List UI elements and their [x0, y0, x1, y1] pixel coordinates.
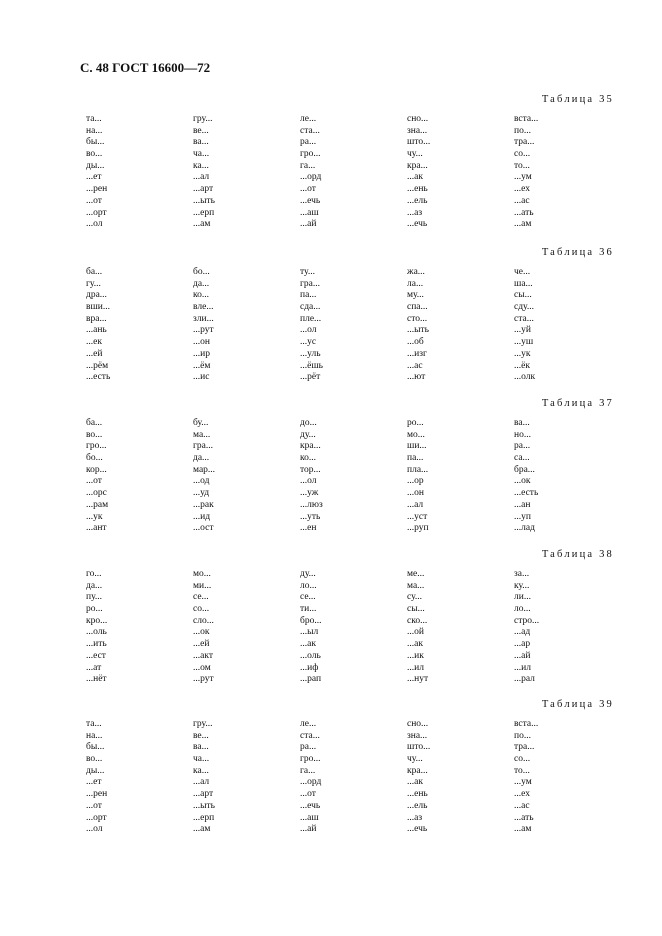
table-cell: ...рут [193, 674, 214, 685]
table-cell: ста... [300, 730, 320, 741]
table-cell: ча... [193, 754, 210, 765]
table-cell: сно... [407, 719, 429, 729]
table-cell: да... [86, 580, 103, 591]
table-cell: ...ех [514, 789, 530, 800]
table-cell: ...уй [514, 325, 531, 336]
table-cell: та... [86, 719, 102, 729]
table-cell: ти... [300, 604, 317, 615]
table-cell: ...ечь [300, 800, 321, 811]
table-cell: са... [514, 453, 530, 464]
table-cell: на... [86, 125, 103, 136]
table-cell: ...уть [300, 511, 321, 522]
table-cell: ...ать [514, 207, 534, 218]
table-cell: вле... [193, 302, 214, 313]
table-cell: ...ыть [193, 800, 215, 811]
table-cell: вши... [86, 302, 111, 313]
table-cell: ...арт [193, 789, 214, 800]
table-cell: ...ум [514, 777, 532, 788]
table-cell: ши... [407, 441, 427, 452]
table-column [86, 267, 193, 384]
table-cell: ...ад [514, 627, 531, 638]
table-cell: ва... [514, 418, 530, 428]
table-cell: ...ак [407, 172, 423, 183]
table-cell: ...он [407, 488, 424, 499]
table-cell: ...уж [300, 488, 319, 499]
table-cell: ...ак [300, 639, 316, 650]
table-cell: со... [193, 604, 210, 615]
table-cell: гу... [86, 278, 101, 289]
table-cell: ду... [300, 569, 316, 579]
table-cell: сно... [407, 114, 429, 124]
table-cell: ...ам [514, 219, 532, 230]
table-cell: ...ерп [193, 812, 215, 823]
table-cell: гро... [300, 754, 321, 765]
table-grid [86, 267, 604, 384]
table-cell: кра... [300, 441, 321, 452]
table-column [193, 114, 300, 231]
table-cell: ...аш [300, 812, 319, 823]
table-cell: ...ас [407, 360, 423, 371]
table-column [514, 719, 604, 836]
table-cell: ма... [193, 429, 211, 440]
table-cell: ...руп [407, 523, 429, 534]
table-cell: бо... [193, 267, 210, 277]
table-title: Таблица 38 [541, 549, 614, 560]
table-cell: вста... [514, 719, 539, 729]
table-cell: по... [514, 730, 531, 741]
table-cell: та... [86, 114, 102, 124]
table-cell: но... [514, 429, 531, 440]
table-cell: ...ар [514, 639, 531, 650]
table-cell: зна... [407, 125, 428, 136]
table-cell: ...ус [300, 337, 317, 348]
table-cell: кра... [407, 160, 428, 171]
table-column [86, 719, 193, 836]
table-cell: до... [300, 418, 317, 428]
table-cell: вра... [86, 313, 107, 324]
table-column [300, 267, 407, 384]
table-cell: ...рен [86, 789, 108, 800]
table-cell: гра... [193, 441, 213, 452]
table-cell: ду... [300, 429, 316, 440]
table-cell: по... [514, 125, 531, 136]
table-cell: за... [514, 569, 530, 579]
table-cell: ма... [407, 580, 425, 591]
table-cell: во... [86, 754, 103, 765]
table-cell: кор... [86, 464, 107, 475]
table-cell: чу... [407, 149, 423, 160]
table-cell: ...уст [407, 511, 428, 522]
table-cell: мо... [407, 429, 425, 440]
table-cell: гру... [193, 719, 213, 729]
table-cell: во... [86, 429, 103, 440]
table-cell: ...ай [300, 824, 317, 835]
table-cell: ...от [86, 476, 102, 487]
table-cell: тра... [514, 137, 535, 148]
table-cell: ...ост [193, 523, 214, 534]
table-cell: ...ик [407, 650, 424, 661]
table-cell: сы... [514, 290, 532, 301]
table-cell: ...ол [300, 325, 317, 336]
table-cell: мо... [193, 569, 211, 579]
table-cell: мар... [193, 464, 216, 475]
table-cell: ...уш [514, 337, 534, 348]
table-cell: ...ём [193, 360, 211, 371]
table-cell: ра... [300, 742, 317, 753]
table-column [86, 569, 193, 686]
table-cell: ско... [407, 615, 428, 626]
table-cell: ло... [300, 580, 317, 591]
table-cell: ...ал [193, 777, 210, 788]
table-column [407, 418, 514, 535]
table-cell: ...ень [407, 789, 428, 800]
table-column [193, 719, 300, 836]
table-cell: ...ек [86, 337, 102, 348]
table-cell: со... [514, 754, 531, 765]
table-cell: ...рам [86, 499, 109, 510]
table-cell: ве... [193, 730, 209, 741]
table-cell: се... [193, 592, 209, 603]
table-cell: ...ен [300, 523, 317, 534]
table-cell: ...ест [86, 650, 106, 661]
table-cell: ...рак [193, 499, 214, 510]
table-cell: ...ей [86, 348, 103, 359]
table-cell: ми... [193, 580, 212, 591]
table-cell: ...рём [86, 360, 109, 371]
table-cell: ...ук [514, 348, 531, 359]
table-grid [86, 114, 604, 231]
table-cell: ...ил [407, 662, 424, 673]
table-cell: ...нут [407, 674, 429, 685]
table-cell: ...ай [514, 650, 531, 661]
table-cell: ...ан [514, 499, 531, 510]
table-cell: су... [407, 592, 423, 603]
table-cell: ...изг [407, 348, 427, 359]
table-cell: га... [300, 765, 316, 776]
table-cell: па... [407, 453, 424, 464]
table-cell: ле... [300, 114, 317, 124]
table-cell: ...ант [86, 523, 107, 534]
table-cell: ...от [86, 195, 102, 206]
table-cell: сда... [300, 302, 321, 313]
table-cell: со... [514, 149, 531, 160]
table-cell: ста... [300, 125, 320, 136]
table-cell: пу... [86, 592, 103, 603]
table-cell: ...оль [300, 650, 321, 661]
table-column [86, 114, 193, 231]
table-cell: ра... [514, 441, 531, 452]
table-column [407, 719, 514, 836]
table-cell: ...ой [407, 627, 424, 638]
table-cell: ли... [514, 592, 531, 603]
table-cell: ло... [514, 604, 531, 615]
table-cell: зли... [193, 313, 214, 324]
table-cell: ко... [193, 290, 210, 301]
table-cell: ва... [193, 137, 209, 148]
table-cell: тор... [300, 464, 321, 475]
table-cell: га... [300, 160, 316, 171]
table-cell: ...ать [514, 812, 534, 823]
table-cell: ...орт [86, 812, 107, 823]
table-cell: бы... [86, 137, 105, 148]
table-cell: ...от [86, 800, 102, 811]
table-cell: дра... [86, 290, 107, 301]
table-cell: ...орт [86, 207, 107, 218]
table-cell: бы... [86, 742, 105, 753]
table-cell: ...ол [86, 824, 103, 835]
table-cell: ...ак [407, 777, 423, 788]
table-cell: ...ом [193, 662, 211, 673]
table-cell: зна... [407, 730, 428, 741]
table-cell: ...есть [514, 488, 539, 499]
table-cell: ...орд [300, 777, 322, 788]
table-cell: ...аш [300, 207, 319, 218]
table-cell: ...олк [514, 372, 536, 383]
table-cell: пле... [300, 313, 322, 324]
table-cell: ...ам [193, 824, 211, 835]
table-cell: чу... [407, 754, 423, 765]
table-column [300, 418, 407, 535]
table-cell: му... [407, 290, 424, 301]
table-column [193, 569, 300, 686]
table-cell: па... [300, 290, 317, 301]
table-cell: ...ей [193, 639, 210, 650]
table-cell: ча... [193, 149, 210, 160]
table-cell: ...оль [86, 627, 107, 638]
table-cell: ...ал [193, 172, 210, 183]
page-header: С. 48 ГОСТ 16600—72 [80, 60, 211, 75]
table-cell: ку... [514, 580, 530, 591]
table-cell: ...ель [407, 800, 428, 811]
table-cell: ...уп [514, 511, 531, 522]
table-cell: ...есть [86, 372, 111, 383]
table-cell: ба... [86, 418, 103, 428]
table-cell: ...ок [193, 627, 210, 638]
table-cell: сло... [193, 615, 214, 626]
table-column [514, 114, 604, 231]
table-cell: ...акт [193, 650, 213, 661]
table-cell: ...люз [300, 499, 323, 510]
table-cell: че... [514, 267, 531, 277]
table-cell: ту... [300, 267, 315, 277]
table-cell: ста... [514, 313, 534, 324]
table-cell: ...аз [407, 207, 423, 218]
table-cell: бу... [193, 418, 209, 428]
table-cell: гра... [300, 278, 320, 289]
table-column [193, 267, 300, 384]
table-cell: што... [407, 742, 431, 753]
table-cell: ...арт [193, 184, 214, 195]
table-cell: ...ай [300, 219, 317, 230]
table-cell: гру... [193, 114, 213, 124]
table-column [193, 418, 300, 535]
table-cell: ...аз [407, 812, 423, 823]
table-cell: ...ют [407, 372, 426, 383]
table-title: Таблица 37 [541, 398, 614, 409]
table-cell: ды... [86, 160, 105, 171]
table-grid [86, 569, 604, 686]
table-cell: ра... [300, 137, 317, 148]
table-column [86, 418, 193, 535]
table-cell: тра... [514, 742, 535, 753]
table-cell: ...ань [86, 325, 107, 336]
table-cell: што... [407, 137, 431, 148]
table-column [407, 114, 514, 231]
table-cell: ...рал [514, 674, 535, 685]
table-cell: ве... [193, 125, 209, 136]
table-column [514, 418, 604, 535]
table-cell: во... [86, 149, 103, 160]
table-grid [86, 418, 604, 535]
table-cell: ...ет [86, 777, 102, 788]
table-cell: гро... [86, 441, 107, 452]
table-cell: ...нёт [86, 674, 107, 685]
table-cell: ...иф [300, 662, 319, 673]
table-cell: кра... [407, 765, 428, 776]
table-cell: ба... [86, 267, 103, 277]
table-cell: ...ыл [300, 627, 319, 638]
table-cell: бра... [514, 464, 535, 475]
table-cell: ...уд [193, 488, 210, 499]
table-column [300, 114, 407, 231]
table-cell: ла... [407, 278, 424, 289]
table-cell: ...ёшь [300, 360, 323, 371]
table-cell: ...ечь [300, 195, 321, 206]
table-cell: ме... [407, 569, 425, 579]
table-cell: ро... [86, 604, 103, 615]
table-cell: стро... [514, 615, 540, 626]
table-cell: ...рап [300, 674, 322, 685]
table-cell: да... [193, 278, 210, 289]
table-cell: да... [193, 453, 210, 464]
table-cell: ...ас [514, 800, 530, 811]
table-cell: ...ех [514, 184, 530, 195]
table-cell: ...ас [514, 195, 530, 206]
table-cell: ...ок [514, 476, 531, 487]
table-column [514, 267, 604, 384]
table-cell: ...ечь [407, 824, 428, 835]
table-column [514, 569, 604, 686]
table-cell: го... [86, 569, 102, 579]
table-cell: ...ил [514, 662, 531, 673]
table-cell: ка... [193, 160, 209, 171]
table-cell: гро... [300, 149, 321, 160]
table-cell: ...орд [300, 172, 322, 183]
table-cell: ...ам [514, 824, 532, 835]
table-cell: ...лад [514, 523, 535, 534]
table-cell: сто... [407, 313, 428, 324]
table-cell: ...од [193, 476, 210, 487]
table-cell: ...ор [407, 476, 424, 487]
table-cell: ...ерп [193, 207, 215, 218]
table-cell: на... [86, 730, 103, 741]
table-cell: ...ечь [407, 219, 428, 230]
table-title: Таблица 35 [541, 94, 614, 105]
table-cell: ...об [407, 337, 424, 348]
table-cell: ...ол [86, 219, 103, 230]
table-cell: пла... [407, 464, 429, 475]
table-cell: ...ал [407, 499, 424, 510]
table-cell: ро... [407, 418, 424, 428]
table-column [407, 267, 514, 384]
table-cell: ...ис [193, 372, 210, 383]
table-cell: ...орс [86, 488, 107, 499]
table-cell: то... [514, 765, 530, 776]
table-cell: бо... [86, 453, 103, 464]
table-cell: ...ень [407, 184, 428, 195]
table-cell: ...ам [193, 219, 211, 230]
table-cell: ...ак [407, 639, 423, 650]
table-cell: ...ум [514, 172, 532, 183]
table-cell: жа... [407, 267, 425, 277]
table-cell: ша... [514, 278, 533, 289]
table-cell: ды... [86, 765, 105, 776]
table-cell: ...рёт [300, 372, 321, 383]
table-cell: ...рут [193, 325, 214, 336]
table-cell: ...ет [86, 172, 102, 183]
table-cell: ...ить [86, 639, 107, 650]
table-cell: сду... [514, 302, 534, 313]
table-cell: ...он [193, 337, 210, 348]
table-cell: ...от [300, 789, 316, 800]
table-cell: спа... [407, 302, 428, 313]
table-cell: ...ук [86, 511, 103, 522]
table-cell: ...ыть [193, 195, 215, 206]
table-cell: ко... [300, 453, 317, 464]
table-column [407, 569, 514, 686]
table-cell: ...ол [300, 476, 317, 487]
table-cell: ...от [300, 184, 316, 195]
table-column [300, 569, 407, 686]
table-grid [86, 719, 604, 836]
table-cell: ...ель [407, 195, 428, 206]
table-cell: ...уль [300, 348, 321, 359]
table-cell: бро... [300, 615, 322, 626]
table-cell: ...ир [193, 348, 210, 359]
table-cell: сы... [407, 604, 425, 615]
table-cell: вста... [514, 114, 539, 124]
table-cell: ва... [193, 742, 209, 753]
table-cell: се... [300, 592, 316, 603]
table-cell: ...ыть [407, 325, 429, 336]
table-title: Таблица 36 [541, 247, 614, 258]
table-cell: ...ид [193, 511, 211, 522]
table-cell: кро... [86, 615, 108, 626]
table-cell: ле... [300, 719, 317, 729]
table-cell: ка... [193, 765, 209, 776]
table-cell: ...ат [86, 662, 102, 673]
table-title: Таблица 39 [541, 699, 614, 710]
table-cell: то... [514, 160, 530, 171]
table-column [300, 719, 407, 836]
table-cell: ...рен [86, 184, 108, 195]
table-cell: ...ёк [514, 360, 530, 371]
